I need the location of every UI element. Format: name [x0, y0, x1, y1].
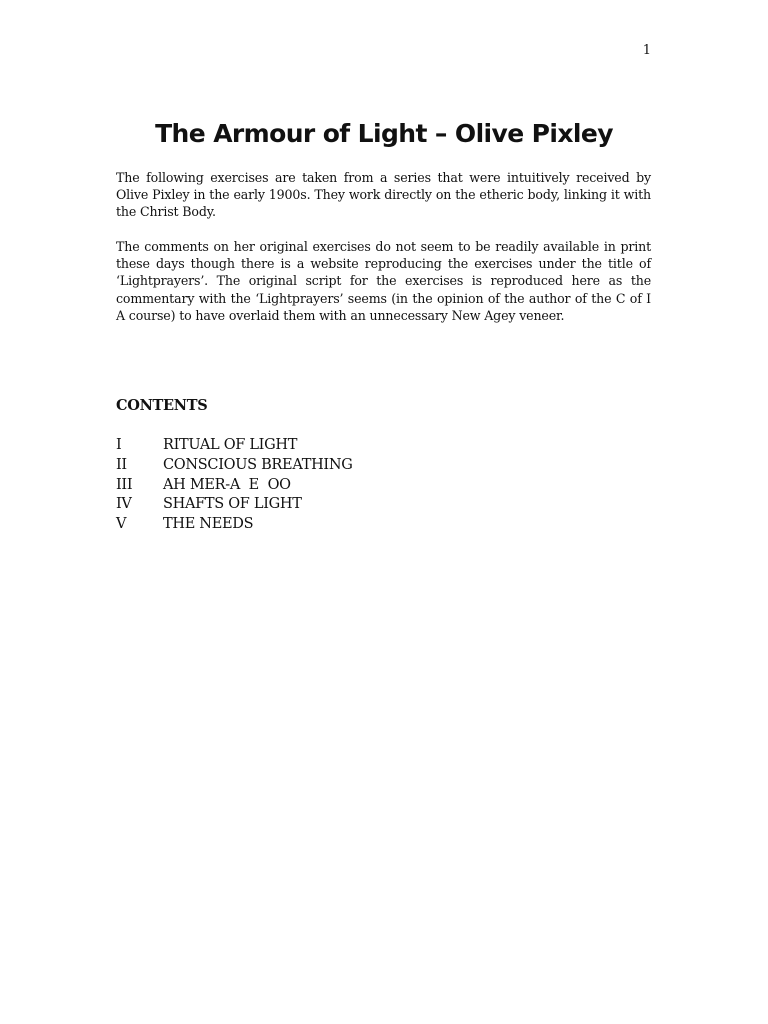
contents-item-label: THE NEEDS	[163, 516, 254, 533]
contents-item-label: CONSCIOUS BREATHING	[163, 456, 353, 473]
contents-item-label: RITUAL OF LIGHT	[163, 437, 298, 453]
contents-item	[116, 476, 353, 496]
commentary-paragraph: The comments on her original exercises do not seem to be readily available in print these days though there is a website reproducing the exercises under the title of ‘Lightprayers’. The original script for the exercises is reproduced here as the commentary with the ‘Lightprayers’ seems (in the opinion of the author of the C of I A course) to have overlaid them with an unnecessary New Agey veneer.	[116, 239, 651, 323]
contents-item-label: AH MER-A E OO	[163, 476, 291, 493]
contents-item	[116, 456, 353, 476]
contents-item	[116, 495, 353, 515]
contents-item-label: SHAFTS OF LIGHT	[163, 496, 302, 513]
contents-heading: CONTENTS	[116, 397, 208, 414]
contents-item-number: II	[116, 456, 127, 473]
contents-item-number: V	[116, 516, 127, 533]
contents-item	[116, 515, 353, 535]
page-number: 1	[642, 43, 651, 58]
document-title: The Armour of Light – Olive Pixley	[155, 119, 613, 148]
contents-item	[116, 436, 353, 456]
contents-item-number: III	[116, 476, 133, 493]
contents-item-number: IV	[116, 496, 132, 513]
contents-item-number: I	[116, 437, 122, 453]
intro-paragraph: The following exercises are taken from a series that were intuitively received by Olive Pixley in the early 1900s. They work directly on the etheric body, linking it with the Christ Body.	[116, 170, 651, 220]
contents-list	[116, 436, 353, 535]
